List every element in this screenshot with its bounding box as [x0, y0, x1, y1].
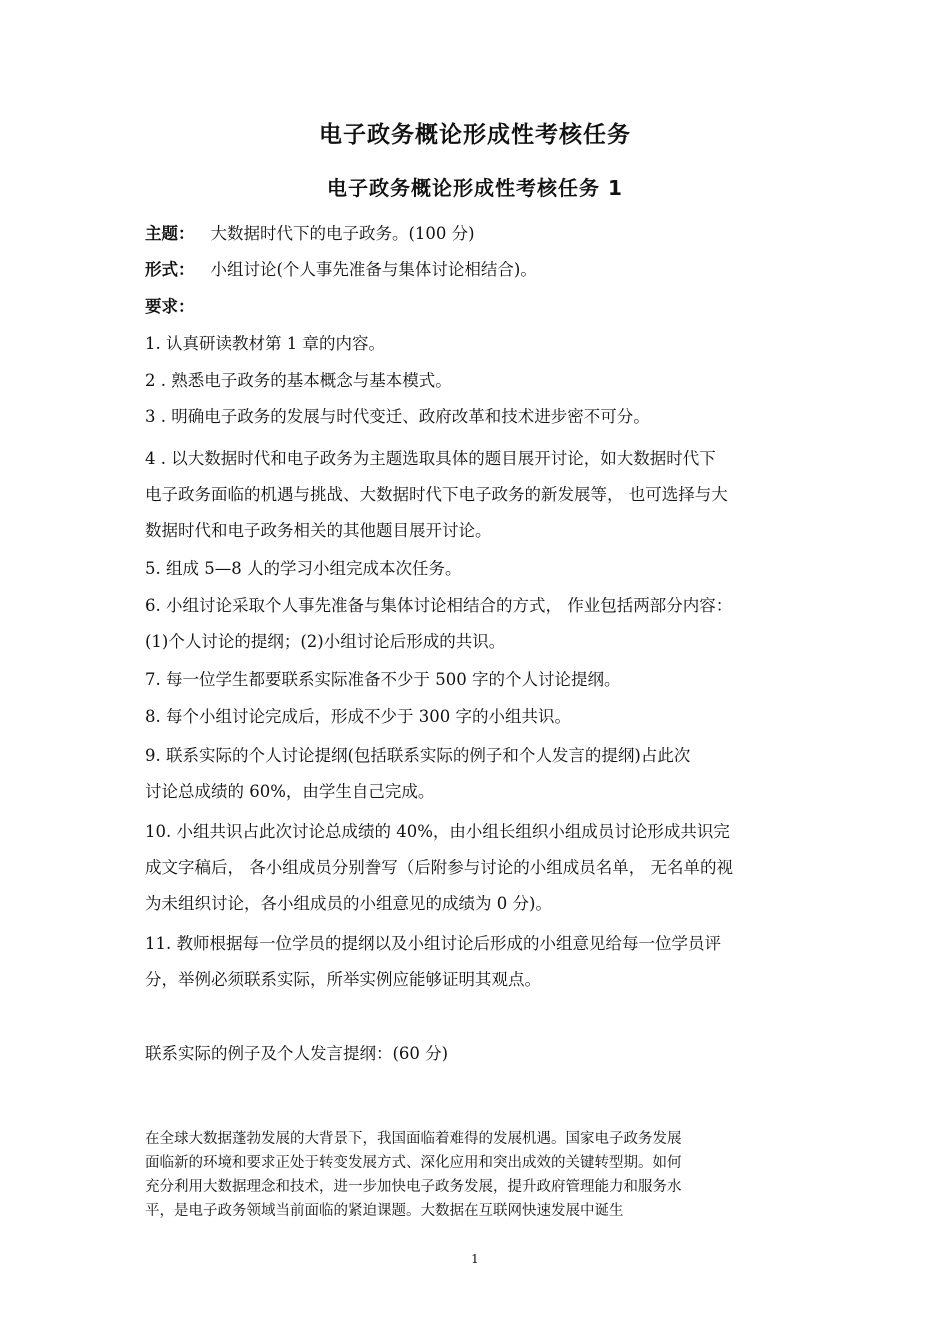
requirement-4	[145, 441, 810, 549]
section-heading: 联系实际的例子及个人发言提纲：(60 分)	[145, 1044, 449, 1063]
topic-label: 主题：	[145, 224, 195, 243]
requirement-11-line: 11. 教师根据每一位学员的提纲以及小组讨论后形成的小组意见给每一位学员评	[145, 934, 721, 953]
body-paragraph	[145, 1127, 810, 1223]
requirement-11	[145, 926, 810, 998]
requirement-4-line: 4 . 以大数据时代和电子政务为主题选取具体的题目展开讨论，如大数据时代下	[145, 449, 716, 468]
form-text: 小组讨论(个人事先准备与集体讨论相结合)。	[210, 260, 537, 279]
requirement-6	[145, 588, 810, 660]
requirement-10-line: 成文字稿后， 各小组成员分别誊写（后附参与讨论的小组成员名单， 无名单的视	[145, 858, 733, 877]
requirement-8: 8. 每个小组讨论完成后，形成不少于 300 字的小组共识。	[145, 707, 571, 726]
document-title: 电子政务概论形成性考核任务	[319, 122, 631, 148]
requirement-9-line: 9. 联系实际的个人讨论提纲(包括联系实际的例子和个人发言的提纲)占此次	[145, 746, 691, 765]
requirement-6-line: (1)个人讨论的提纲；(2)小组讨论后形成的共识。	[145, 632, 506, 651]
requirement-4-line: 数据时代和电子政务相关的其他题目展开讨论。	[145, 521, 492, 540]
requirement-10	[145, 814, 810, 922]
body-line: 在全球大数据蓬勃发展的大背景下，我国面临着难得的发展机遇。国家电子政务发展	[145, 1131, 682, 1147]
requirement-7: 7. 每一位学生都要联系实际准备不少于 500 字的个人讨论提纲。	[145, 670, 621, 689]
requirement-9-line: 讨论总成绩的 60%，由学生自己完成。	[145, 782, 435, 801]
requirement-2: 2 . 熟悉电子政务的基本概念与基本模式。	[145, 371, 452, 390]
topic-line	[145, 216, 810, 252]
form-line	[145, 252, 810, 288]
requirement-1: 1. 认真研读教材第 1 章的内容。	[145, 334, 385, 353]
requirement-10-line: 为未组织讨论，各小组成员的小组意见的成绩为 0 分)。	[145, 894, 552, 913]
requirement-9	[145, 738, 810, 810]
requirements-line	[145, 289, 810, 325]
requirement-10-line: 10. 小组共识占此次讨论总成绩的 40%，由小组长组织小组成员讨论形成共识完	[145, 822, 730, 841]
requirement-11-line: 分，举例必须联系实际，所举实例应能够证明其观点。	[145, 970, 541, 989]
requirement-5: 5. 组成 5—8 人的学习小组完成本次任务。	[145, 559, 462, 578]
form-label: 形式：	[145, 260, 195, 279]
requirement-6-line: 6. 小组讨论采取个人事先准备与集体讨论相结合的方式， 作业包括两部分内容：	[145, 596, 733, 615]
body-line: 平，是电子政务领域当前面临的紧迫课题。大数据在互联网快速发展中诞生	[145, 1203, 624, 1219]
body-line: 充分利用大数据理念和技术，进一步加快电子政务发展，提升政府管理能力和服务水	[145, 1179, 682, 1195]
requirements-label: 要求：	[145, 297, 195, 316]
requirement-3: 3 . 明确电子政务的发展与时代变迁、政府改革和技术进步密不可分。	[145, 407, 650, 426]
page-number: 1	[471, 1252, 479, 1266]
body-line: 面临新的环境和要求正处于转变发展方式、深化应用和突出成效的关键转型期。如何	[145, 1155, 682, 1171]
requirement-4-line: 电子政务面临的机遇与挑战、大数据时代下电子政务的新发展等， 也可选择与大	[145, 485, 728, 504]
document-subtitle: 电子政务概论形成性考核任务 1	[327, 176, 623, 200]
topic-text: 大数据时代下的电子政务。(100 分)	[210, 224, 475, 243]
